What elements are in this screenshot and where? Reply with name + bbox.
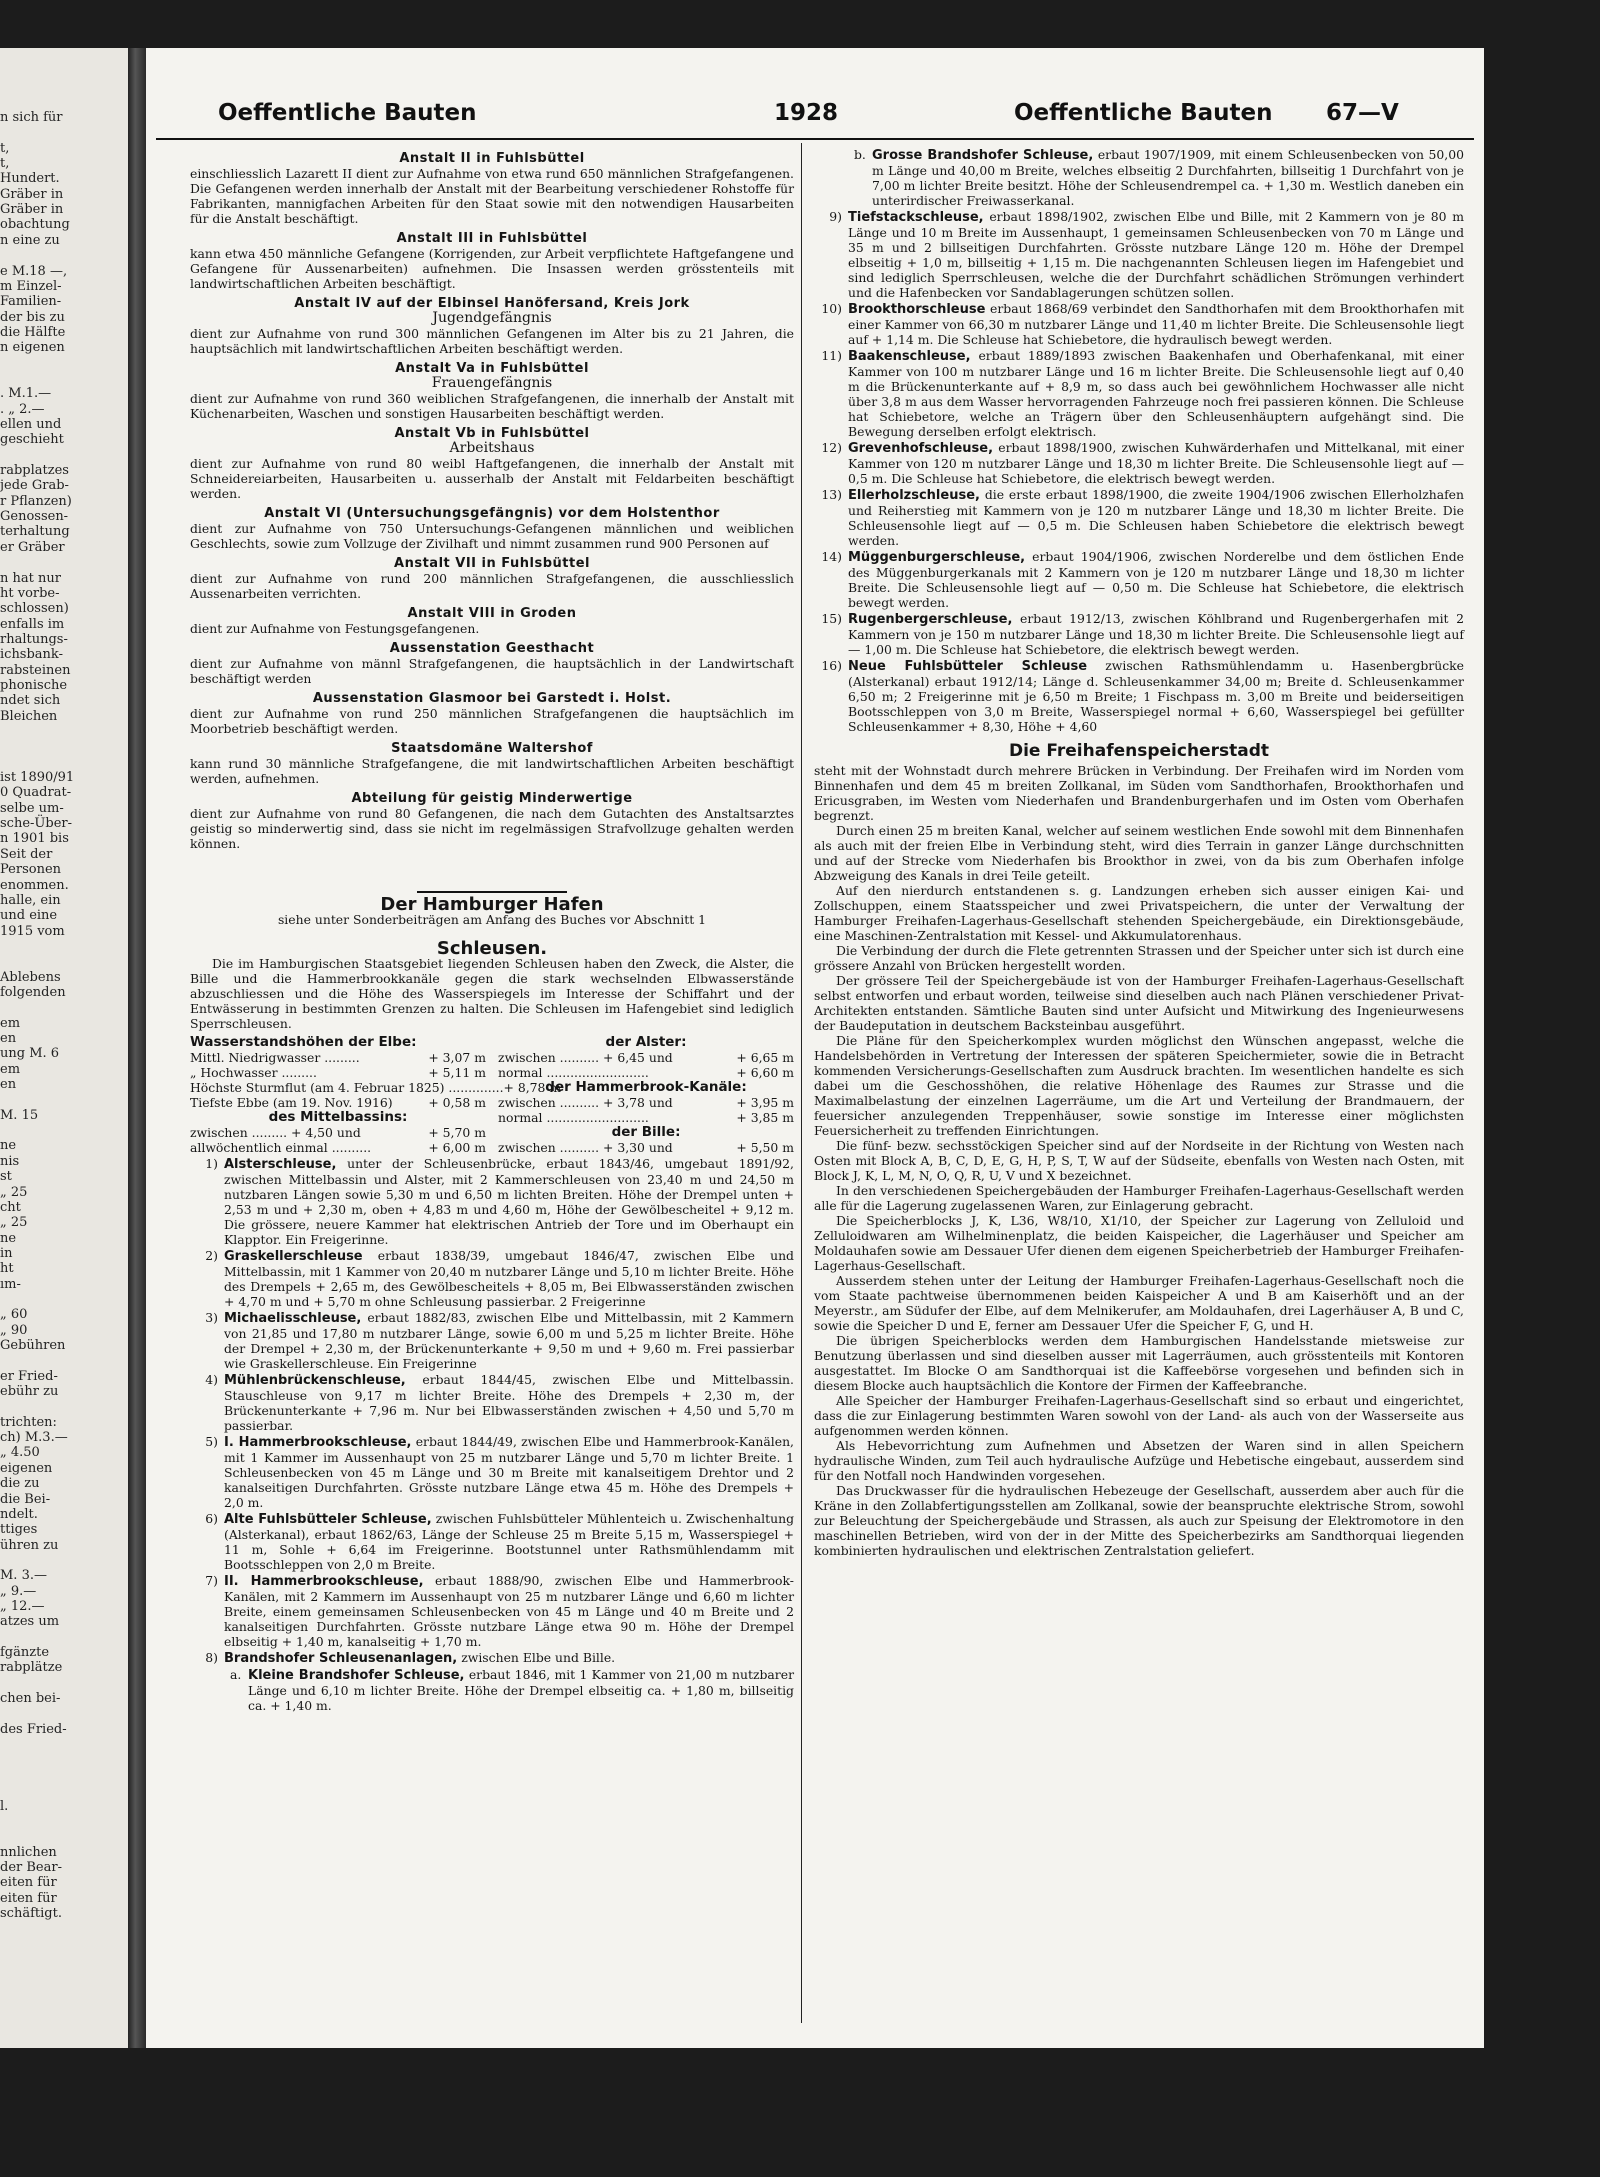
- freihafen-paragraph: In den verschiedenen Speichergebäuden der Hamburger Freihafen-Lagerhaus-Gesellschaft werden alle für die Lagerung zugelassenen Waren, zur Einlagerung gebracht.: [814, 1183, 1464, 1213]
- lock-name: Rugenbergerschleuse,: [848, 612, 1013, 627]
- lock-name: Alte Fuhlsbütteler Schleuse,: [224, 1512, 432, 1527]
- water-level-value: + 0,58 m: [428, 1095, 486, 1110]
- institution-name: Staatsdomäne Waltershof: [391, 741, 593, 756]
- facing-page-line: er Gräber: [0, 539, 65, 555]
- institution-name: Anstalt VIII in Groden: [407, 606, 577, 621]
- water-level-row: [190, 1050, 486, 1065]
- facing-page-line: „ 25: [0, 1184, 28, 1200]
- facing-page-line: 1915 vom: [0, 923, 65, 939]
- lock-name: Grevenhofschleuse,: [848, 441, 994, 456]
- facing-page-line: n hat nur: [0, 570, 61, 586]
- lock-8a-text: erbaut 1846, mit 1 Kammer von 21,00 m nutzbarer Länge und 6,10 m lichter Breite. Höhe der Drempel elbseitig ca. + 1,80 m, billseitig ca. + 1,40 m.: [248, 1667, 794, 1713]
- facing-page-line: trichten:: [0, 1414, 57, 1430]
- facing-page-line: ebühr zu: [0, 1384, 59, 1400]
- water-level-label: normal ..........................: [498, 1065, 649, 1080]
- section-rule: [417, 891, 567, 893]
- facing-page-line: m Einzel-: [0, 278, 62, 294]
- lock-description: [848, 209, 1464, 300]
- facing-page-line: „ 25: [0, 1215, 28, 1231]
- facing-page-line: n eine zu: [0, 232, 60, 248]
- facing-page-line: „ 12.—: [0, 1598, 45, 1614]
- water-level-value: + 8,78 m: [503, 1080, 562, 1095]
- lock-text: erbaut 1868/69 verbindet den Sandthorhafen mit dem Brookthorhafen mit einer Kammer von 66,30 m nutzbarer Länge und 11,40 m lichter Breite. Die Schleusensohle liegt auf + 1,14 m. Die Schleuse hat Schiebetore, die hydraulisch bewegt werden.: [848, 301, 1464, 347]
- lock-text: zwischen Rathsmühlendamm u. Hasenbergbrücke (Alsterkanal) erbaut 1912/14; Länge d. Schleusenkammer 34,00 m; Breite d. Schleusenkammer 6,50 m; 2 Freigerinne mit je 6,50 m Breite; 1 Fischpass m. 3,00 m Breite und beiderseitigen Bootsschleppen von 3,0 m Breite, Wasserspiegel normal + 6,60, Wasserspiegel bei gefüllter Schleusenkammer + 8,30, Höhe + 4,60: [848, 658, 1464, 734]
- water-level-label: Mittl. Niedrigwasser .........: [190, 1050, 360, 1065]
- institution-text: dient zur Aufnahme von rund 300 männlichen Gefangenen im Alter bis zu 21 Jahren, die hauptsächlich mit landwirtschaftlichen Arbeiten beschäftigt werden.: [190, 326, 794, 356]
- lock-item: [814, 440, 1464, 486]
- lock-number: 13): [821, 487, 842, 502]
- water-level-row: [190, 1095, 486, 1110]
- facing-page-line: schlossen): [0, 601, 69, 617]
- institution-name: Anstalt Vb in Fuhlsbüttel: [394, 426, 590, 441]
- facing-page-line: ım-: [0, 1276, 21, 1292]
- facing-page-line: der bis zu: [0, 309, 65, 325]
- facing-page-line: folgenden: [0, 984, 66, 1000]
- freihafen-paragraph: Die übrigen Speicherblocks werden dem Hamburgischen Handelsstande mietsweise zur Benutzung überlassen und sind dieselben ausser mit Lagerräumen, auch grösstenteils mit Kontoren ausgestattet. Im Blocke O am Sandthorquai ist die Kaffeebörse vorgesehen und befinden sich in diesem Blocke auch hauptsächlich die Kontore der Firmen der Kaffeebranche.: [814, 1333, 1464, 1393]
- hammerbrook-rows: [498, 1095, 794, 1125]
- lock-item: [190, 1372, 794, 1433]
- water-level-value: + 3,85 m: [736, 1110, 794, 1125]
- freihafen-paragraph: Die Speicherblocks J, K, L36, W8/10, X1/10, der Speicher zur Lagerung von Zelluloid und Zelluloidwaren am Wilhelminenplatz, die beiden Kaispeicher, die Lagerhäuser und Speicher am Moldauhafen sowie am Dessauer Ufer dienen dem eigenen Speicherbetrieb der Hamburger Freihafen-Lagerhaus-Gesellschaft.: [814, 1213, 1464, 1273]
- facing-page-line: ung M. 6: [0, 1046, 60, 1062]
- lock-description: [224, 1372, 794, 1433]
- facing-page-line: Personen: [0, 862, 62, 878]
- water-level-right: [498, 1035, 794, 1155]
- facing-page-line: enfalls im: [0, 616, 65, 632]
- lock-text: erbaut 1904/1906, zwischen Norderelbe und dem östlichen Ende des Müggenburgerkanals mit 2 Kammern von je 120 m nutzbarer Länge und 18,30 m lichter Breite. Die Schleusensohle liegt auf — 0,50 m. Die Schleuse hat Schiebetore, die elektrisch bewegt werden.: [848, 549, 1464, 610]
- lock-name: Mühlenbrückenschleuse,: [224, 1373, 406, 1388]
- institution-text: dient zur Aufnahme von rund 360 weiblichen Strafgefangenen, die innerhalb der Anstalt mit Küchenarbeiten, Waschen und sonstigen Hausarbeiten beschäftigt werden.: [190, 391, 794, 421]
- hafen-title: Der Hamburger Hafen: [380, 894, 604, 915]
- facing-page-line: n 1901 bis: [0, 831, 69, 847]
- facing-page-line: r Pflanzen): [0, 493, 72, 509]
- lock-item: [190, 1650, 794, 1666]
- facing-page-line: schäftigt.: [0, 1905, 62, 1921]
- water-level-value: + 5,70 m: [428, 1125, 486, 1140]
- lock-name: Müggenburgerschleuse,: [848, 550, 1026, 565]
- facing-page-line: . M.1.—: [0, 386, 52, 402]
- facing-page-line: chen bei-: [0, 1691, 61, 1707]
- lock-description: [224, 1156, 794, 1247]
- facing-page-line: Familien-: [0, 294, 62, 310]
- water-level-value: + 5,11 m: [428, 1065, 486, 1080]
- lock-text: erbaut 1898/1900, zwischen Kuhwärderhafen und Mittelkanal, mit einer Kammer von 120 m nutzbarer Länge und 18,30 m lichter Breite. Die Schleusensohle liegt auf — 0,5 m. Die Schleuse hat Schiebetore, die elektrisch bewegt werden.: [848, 440, 1464, 486]
- facing-page-line: ndelt.: [0, 1506, 38, 1522]
- water-level-row: [190, 1125, 486, 1140]
- facing-page-line: Bleichen: [0, 708, 58, 724]
- institution-name: Aussenstation Glasmoor bei Garstedt i. Holst.: [312, 691, 672, 706]
- institution-name: Abteilung für geistig Minderwertige: [351, 791, 633, 806]
- lock-list-right: [814, 209, 1464, 734]
- water-level-row: [498, 1095, 794, 1110]
- facing-page-line: „ 90: [0, 1322, 28, 1338]
- lock-description: [848, 301, 1464, 347]
- lock-number: 12): [821, 440, 842, 455]
- lock-number: 9): [829, 209, 842, 224]
- institution-text: kann etwa 450 männliche Gefangene (Korrigenden, zur Arbeit verpflichtete Haftgefangene und Gefangene für Aussenarbeiten) aufnehmen. Die Insassen werden grösstenteils mit landwirtschaftlichen Arbeiten beschäftigt.: [190, 246, 794, 291]
- lock-item: [814, 301, 1464, 347]
- lock-8b-text: erbaut 1907/1909, mit einem Schleusenbecken von 50,00 m Länge und 40,00 m Breite, welches elbseitig 2 Durchfahrten, billseitig 1 Durchfahrt von je 7,00 m lichter Breite besitzt. Höhe der Schleusendrempel ca. + 1,30 m. Westlich daneben ein unterirdischer Freiwasserkanal.: [872, 147, 1464, 208]
- institution-subtitle: Jugendgefängnis: [432, 310, 552, 326]
- facing-page-line: und eine: [0, 908, 58, 924]
- lock-number: 5): [205, 1434, 218, 1449]
- freihafen-paragraph: Als Hebevorrichtung zum Aufnehmen und Absetzen der Waren sind in allen Speichern hydraulische Winden, zum Teil auch hydraulische Aufzüge und Hebetische eingebaut, ausserdem sind für den Notfall noch Handwinden vorgesehen.: [814, 1438, 1464, 1483]
- facing-page-line: ellen und: [0, 417, 62, 432]
- facing-page-line: selbe um-: [0, 800, 64, 816]
- lock-item: [814, 658, 1464, 734]
- facing-page-line: en: [0, 1031, 17, 1046]
- column-rule: [801, 143, 802, 2023]
- facing-page-line: ht: [0, 1261, 14, 1277]
- facing-page-line: geschieht: [0, 432, 64, 448]
- water-level-label: zwischen .......... + 3,78 und: [498, 1095, 673, 1110]
- header-rule: [156, 138, 1474, 140]
- facing-page-line: des Fried-: [0, 1721, 67, 1737]
- lock-name: Brandshofer Schleusenanlagen,: [224, 1651, 458, 1666]
- facing-page-line: die zu: [0, 1476, 40, 1492]
- facing-page-line: en: [0, 1077, 17, 1093]
- facing-page-line: er Fried-: [0, 1368, 58, 1384]
- freihafen-title: Die Freihafenspeicherstadt: [1008, 741, 1269, 761]
- facing-page-line: Gräber in: [0, 186, 64, 202]
- lock-list-left: [190, 1156, 794, 1666]
- water-level-row: [190, 1080, 562, 1095]
- freihafen-paragraph: Alle Speicher der Hamburger Freihafen-Lagerhaus-Gesellschaft sind so erbaut und eingerichtet, dass die zur Einlagerung bestimmten Waren sowohl von der Land- als auch von der Wasserseite aus aufgenommen werden können.: [814, 1393, 1464, 1438]
- facing-page-line: Genossen-: [0, 509, 69, 525]
- lock-number: 3): [205, 1310, 218, 1325]
- facing-page-line: n eigenen: [0, 340, 65, 356]
- lock-item: [190, 1434, 794, 1510]
- facing-page-line: atzes um: [0, 1614, 60, 1630]
- right-column: [814, 146, 1464, 1558]
- mittel-heading: des Mittelbassins:: [268, 1109, 408, 1125]
- facing-page-line: jede Grab-: [0, 478, 69, 494]
- facing-page-line: . „ 2.—: [0, 401, 45, 417]
- lock-name: Michaelisschleuse,: [224, 1311, 362, 1326]
- freihafen-paragraph: Der grössere Teil der Speichergebäude ist von der Hamburger Freihafen-Lagerhaus-Gesellschaft selbst entworfen und erbaut worden, teilweise sind dieselben auch nach Plänen verschiedener Privat-Architekten entstanden. Sämtliche Bauten sind unter Aufsicht und Mitwirkung des Ingenieurwesens der Baudeputation in deutschem Backsteinbau ausgeführt.: [814, 973, 1464, 1033]
- facing-page-line: halle, ein: [0, 892, 61, 908]
- facing-page-line: ichsbank-: [0, 647, 63, 663]
- lock-text: erbaut 1889/1893 zwischen Baakenhafen und Oberhafenkanal, mit einer Kammer von 100 m nutzbarer Länge und 16 m lichter Breite. Die Schleusensohle liegt auf 0,40 m die Brückenunterkante auf + 8,9 m, so dass auch bei gewöhnlichem Hochwasser alle nicht über 3,8 m aus dem Wasser hervorragenden Fahrzeuge noch frei passieren können. Die Schleuse hat Schiebetore, welche an Trägern über den Schleusenhäuptern aufgehängt sind. Die Bewegung derselben erfolgt elektrisch.: [848, 348, 1464, 439]
- facing-page-line: Ablebens: [0, 969, 61, 985]
- institution-text: dient zur Aufnahme von Festungsgefangenen.: [190, 621, 480, 636]
- water-level-label: Tiefste Ebbe (am 19. Nov. 1916): [190, 1095, 393, 1110]
- lock-8a-label: a.: [230, 1667, 242, 1682]
- water-level-value: + 6,60 m: [736, 1065, 794, 1080]
- facing-page-line: st: [0, 1169, 12, 1185]
- lock-item: [814, 549, 1464, 610]
- lock-item: [814, 209, 1464, 300]
- lock-description: [848, 440, 1464, 486]
- lock-item: [190, 1511, 794, 1572]
- lock-name: Alsterschleuse,: [224, 1157, 337, 1172]
- facing-page-line: ist 1890/91: [0, 770, 75, 786]
- facing-page-line: ühren zu: [0, 1537, 59, 1553]
- lock-number: 16): [821, 658, 842, 673]
- lock-number: 10): [821, 301, 842, 316]
- facing-page-line: 0 Quadrat-: [0, 785, 72, 801]
- lock-item: [190, 1573, 794, 1649]
- elbe-rows: [190, 1050, 562, 1110]
- institution-name: Anstalt Va in Fuhlsbüttel: [395, 361, 589, 376]
- water-level-value: + 6,00 m: [428, 1140, 486, 1155]
- institution-text: dient zur Aufnahme von rund 80 Gefangenen, die nach dem Gutachten des Anstaltsarztes geistig so minderwertig sind, dass sie nicht im regelmässigen Strafvollzuge gehalten werden können.: [190, 806, 794, 851]
- facing-page-line: Seit der: [0, 846, 53, 862]
- lock-text: erbaut 1844/49, zwischen Elbe und Hammerbrook-Kanälen, mit 1 Kammer im Aussenhaupt von 25 m nutzbarer Länge und 5,70 m lichter Breite. 1 Schleusenbecken von 45 m Länge und 30 m Breite mit kanalseitigem Drehtor und 2 kanalseitigen Durchfahrten. Grösste nutzbare Länge etwa 45 m. Höhe des Drempels + 2,0 m.: [224, 1434, 794, 1510]
- lock-text: unter der Schleusenbrücke, erbaut 1843/46, umgebaut 1891/92, zwischen Mittelbassin und Alster, mit 2 Kammerschleusen von 23,40 m und 24,50 m nutzbaren Längen sowie 5,30 m und 6,50 m lichten Breiten. Höhe der Drempel unten + 2,53 m und + 2,30 m, oben + 4,83 m und 4,60 m, Höhe der Gewölbescheitel + 9,12 m. Die grössere, neuere Kammer hat elektrischen Antrieb der Tore und im Oberhaupt ein Klapptor. Ein Freigerinne.: [224, 1156, 794, 1247]
- water-level-value: + 5,50 m: [736, 1140, 794, 1155]
- lock-number: 8): [205, 1650, 218, 1665]
- lock-description: [848, 348, 1464, 439]
- mittel-rows: [190, 1125, 486, 1155]
- facing-page-line: nnlichen: [0, 1844, 57, 1860]
- facing-page-line: „ 9.—: [0, 1583, 37, 1599]
- facing-page-line: ne: [0, 1138, 17, 1154]
- water-level-row: [190, 1065, 486, 1080]
- lock-number: 7): [205, 1573, 218, 1588]
- facing-page-line: cht: [0, 1199, 21, 1215]
- facing-page-line: eiten für: [0, 1875, 57, 1891]
- lock-description: [224, 1248, 794, 1309]
- water-level-label: allwöchentlich einmal ..........: [190, 1140, 372, 1155]
- institution-text: kann rund 30 männliche Strafgefangene, die mit landwirtschaftlichen Arbeiten beschäftigt werden, aufnehmen.: [190, 756, 794, 786]
- water-level-value: + 3,95 m: [736, 1095, 794, 1110]
- facing-page-line: em: [0, 1015, 21, 1031]
- lock-item: [190, 1310, 794, 1371]
- facing-page-line: fgänzte: [0, 1645, 50, 1660]
- header-right-title: Oeffentliche Bauten: [1014, 100, 1273, 126]
- header-left-title: Oeffentliche Bauten: [218, 100, 477, 126]
- institution-text: dient zur Aufnahme von rund 250 männlichen Strafgefangenen die hauptsächlich im Moorbetrieb beschäftigt werden.: [190, 706, 794, 736]
- institution-subtitle: Frauengefängnis: [431, 375, 553, 391]
- facing-page-line: t,: [0, 140, 10, 156]
- lock-item: [814, 348, 1464, 439]
- document-page: [146, 48, 1484, 2048]
- lock-number: 2): [205, 1248, 218, 1263]
- institution-text: dient zur Aufnahme von männl Strafgefangenen, die hauptsächlich in der Landwirtschaft beschäftigt werden: [190, 656, 794, 686]
- institution-list: [190, 151, 794, 851]
- hafen-subtitle: siehe unter Sonderbeiträgen am Anfang des Buches vor Abschnitt 1: [277, 912, 707, 927]
- facing-page-line: ch) M.3.—: [0, 1430, 68, 1446]
- freihafen-paragraph: Durch einen 25 m breiten Kanal, welcher auf seinem westlichen Ende sowohl mit dem Binnenhafen als auch mit der freien Elbe in Verbindung steht, wird dies Terrain in ganzer Länge durchschnitten und auf der Strecke vom Niederhafen bis Brookthor in zwei, von da bis zum Oberhafen infolge Abzweigung des Kanals in drei Teile geteilt.: [814, 823, 1464, 883]
- lock-text: erbaut 1912/13, zwischen Köhlbrand und Rugenbergerhafen mit 2 Kammern von je 150 m nutzbarer Länge und 18,30 m lichter Breite. Die Schleusensohle liegt auf — 1,00 m. Die Schleuse hat Schiebetore, die elektrisch bewegt werden.: [848, 611, 1464, 657]
- facing-page-line: n sich für: [0, 110, 63, 125]
- facing-page-line: eiten für: [0, 1890, 57, 1906]
- lock-description: [224, 1434, 794, 1510]
- facing-page-line: M. 15: [0, 1107, 39, 1123]
- water-level-row: [498, 1065, 794, 1080]
- facing-page-line: terhaltung: [0, 524, 70, 540]
- water-level-table: [190, 1035, 794, 1155]
- institution-text: dient zur Aufnahme von rund 80 weibl Haftgefangenen, die innerhalb der Anstalt mit Schneidereiarbeiten, Hausarbeiten u. ausserhalb der Anstalt mit Feldarbeiten beschäftigt werden.: [190, 456, 794, 501]
- lock-item: [190, 1248, 794, 1309]
- facing-page-line: ne: [0, 1230, 17, 1246]
- facing-page-line: „ 60: [0, 1307, 28, 1323]
- facing-page-line: rhaltungs-: [0, 631, 68, 647]
- lock-number: 11): [821, 348, 842, 363]
- freihafen-text: [814, 763, 1464, 1558]
- institution-text: dient zur Aufnahme von rund 200 männlichen Strafgefangenen, die ausschliesslich Aussenarbeiten verrichten.: [190, 571, 794, 601]
- lock-number: 15): [821, 611, 842, 626]
- lock-text: erbaut 1882/83, zwischen Elbe und Mittelbassin, mit 2 Kammern von 21,85 und 17,80 m nutzbarer Länge, sowie 6,00 m und 5,25 m lichter Breite. Höhe der Drempel + 2,30 m, der Brückenunterkante + 9,50 m und + 9,60 m. Frei passierbar wie Graskellerschleuse. Ein Freigerinne: [224, 1310, 794, 1371]
- book-gutter: [128, 48, 146, 2048]
- lock-item-8a: [190, 1667, 794, 1713]
- lock-8b-name: Grosse Brandshofer Schleuse,: [872, 148, 1094, 163]
- schleusen-title: Schleusen.: [436, 938, 548, 959]
- institution-text: einschliesslich Lazarett II dient zur Aufnahme von etwa rund 650 männlichen Strafgefangenen. Die Gefangenen werden innerhalb der Anstalt mit der Bearbeitung verschiedener Rohstoffe für Fabrikanten, mannigfachen Arbeiten für den Staat sowie mit den notwendigen Hausarbeiten für die Anstalt beschäftigt.: [190, 166, 794, 226]
- facing-page-line: die Bei-: [0, 1491, 51, 1507]
- adjacent-page-edge: [0, 48, 128, 2048]
- water-level-label: zwischen ......... + 4,50 und: [190, 1125, 361, 1140]
- lock-text: erbaut 1838/39, umgebaut 1846/47, zwischen Elbe und Mittelbassin, mit 1 Kammer von 20,40 m nutzbarer Länge und 5,10 m lichter Breite. Höhe des Drempels + 2,65 m, des Gewölbescheitels + 8,05 m, Bei Elbwasserständen zwischen + 4,70 m und + 5,70 m ohne Schleusung passierbar. 2 Freigerinne: [224, 1248, 794, 1309]
- page-number: 67—V: [1326, 100, 1399, 126]
- lock-number: 6): [205, 1511, 218, 1526]
- lock-text: die erste erbaut 1898/1900, die zweite 1904/1906 zwischen Ellerholzhafen und Reiherstieg mit Kammern von je 120 m nutzbarer Länge und 18,30 m lichter Breite. Die Schleusensohle liegt auf — 0,5 m. Die Schleusen haben Schiebetore die elektrisch bewegt werden.: [848, 487, 1464, 548]
- lock-name: Tiefstackschleuse,: [848, 210, 984, 225]
- facing-page-line: obachtung: [0, 217, 70, 233]
- facing-page-line: e M.18 —,: [0, 263, 68, 279]
- institution-name: Anstalt IV auf der Elbinsel Hanöfersand, Kreis Jork: [294, 296, 690, 311]
- facing-page-line: rabsteinen: [0, 662, 71, 678]
- facing-page-line: rabplatzes: [0, 463, 69, 479]
- lock-text: zwischen Elbe und Bille.: [461, 1650, 616, 1665]
- lock-description: [848, 611, 1464, 657]
- facing-page-line: „ 4.50: [0, 1445, 40, 1461]
- lock-description: [224, 1511, 794, 1572]
- lock-item-8b: [814, 147, 1464, 208]
- lock-number: 14): [821, 549, 842, 564]
- lock-name: I. Hammerbrookschleuse,: [224, 1435, 412, 1450]
- facing-page-line: nis: [0, 1153, 20, 1169]
- lock-text: erbaut 1888/90, zwischen Elbe und Hammerbrook-Kanälen, mit 2 Kammern im Aussenhaupt von 25 m nutzbarer Länge und 6,60 m lichter Breite, einem gemeinsamen Schleusenbecken von 45 m Länge und 40 m Breite und 2 kanalseitigen Durchfahrten. Grösste nutzbare Länge etwa 90 m. Höhe der Drempel elbseitig + 1,40 m, kanalseitig + 1,70 m.: [224, 1573, 794, 1649]
- alster-rows: [498, 1050, 794, 1080]
- water-level-row: [190, 1140, 486, 1155]
- facing-page-line: Gräber in: [0, 202, 64, 218]
- freihafen-paragraph: Die Pläne für den Speicherkomplex wurden möglichst den Wünschen angepasst, welche die Handelsbehörden in Vertretung der Interessen der späteren Speichermieter, sowie die in Betracht kommenden Versicherungs-Gesellschaften zum Ausdruck brachten. Im wesentlichen handelte es sich dabei um die Geschosshöhen, die relative Höhenlage des Raumes zur Strasse und die Maximalbelastung der einzelnen Lagerräume, um die Art und Verteilung der Brandmauern, der feuersicher anzulegenden Treppenhäuser, sowie sonstige im Interesse einer möglichsten Feuersicherheit zu treffenden Einrichtungen.: [814, 1033, 1464, 1138]
- facing-page-line: ttiges: [0, 1522, 38, 1538]
- lock-text: zwischen Fuhlsbütteler Mühlenteich u. Zwischenhaltung (Alsterkanal), erbaut 1862/63, Länge der Schleuse 25 m Breite 5,15 m, Wasserspiegel + 11 m, Sohle + 6,64 im Freigerinne. Bootstunnel unter Rathsmühlendamm mit Bootsschleppen von 2,0 m Breite.: [224, 1511, 794, 1572]
- lock-name: II. Hammerbrookschleuse,: [224, 1574, 424, 1589]
- lock-name: Ellerholzschleuse,: [848, 488, 980, 503]
- bille-rows: [498, 1140, 794, 1155]
- facing-page-line: l.: [0, 1798, 9, 1814]
- facing-page-line: t,: [0, 156, 10, 172]
- lock-description: [224, 1310, 794, 1371]
- facing-page-line: Hundert.: [0, 171, 60, 187]
- lock-description: [224, 1573, 794, 1649]
- facing-page-line: enommen.: [0, 877, 69, 893]
- freihafen-paragraph: Ausserdem stehen unter der Leitung der Hamburger Freihafen-Lagerhaus-Gesellschaft noch die vom Staate pachtweise übernommenen beiden Kaispeicher A und B am Kaiserhöft und an der Meyerstr., am Südufer der Elbe, auf dem Melnikerufer, am Moldauhafen, drei Lagerhäuser A, B und C, sowie die Speicher D und E, ferner am Dessauer Ufer die Speicher F, G, und H.: [814, 1273, 1464, 1333]
- facing-page-line: sche-Über-: [0, 816, 72, 832]
- lock-item: [190, 1156, 794, 1247]
- lock-name: Brookthorschleuse: [848, 302, 986, 317]
- institution-text: dient zur Aufnahme von 750 Untersuchungs-Gefangenen männlichen und weiblichen Geschlechts, sowie zum Vollzuge der Zivilhaft und nimmt zusammen rund 900 Personen auf: [190, 521, 794, 551]
- lock-text: erbaut 1844/45, zwischen Elbe und Mittelbassin. Stauschleuse von 9,17 m lichter Breite. Höhe des Drempels + 2,30 m, der Brückenunterkante + 7,96 m. Nur bei Elbwasserständen zwischen + 4,50 und 5,70 m passierbar.: [224, 1372, 794, 1433]
- facing-page-line: phonische: [0, 677, 68, 693]
- water-level-row: [498, 1050, 794, 1065]
- water-level-row: [498, 1140, 794, 1155]
- water-level-left: [190, 1034, 562, 1155]
- facing-page-line: eigenen: [0, 1460, 53, 1476]
- institution-name: Anstalt II in Fuhlsbüttel: [399, 151, 585, 166]
- freihafen-paragraph: Das Druckwasser für die hydraulischen Hebezeuge der Gesellschaft, ausserdem aber auch für die Kräne in den Zollabfertigungsstellen am Zollkanal, sowie der beanspruchte elektrische Strom, sowohl zur Beleuchtung der Speichergebäude und Strassen, als auch zur Speisung der Elektromotore in den maschinellen Betrieben, wird von der in der Mitte des Speicherbezirks am Sandthorquai liegenden kombinierten hydraulischen und elektrischen Zentralstation geliefert.: [814, 1483, 1464, 1558]
- hammerbrook-heading: der Hammerbrook-Kanäle:: [545, 1079, 747, 1095]
- elbe-heading: Wasserstandshöhen der Elbe:: [190, 1034, 417, 1050]
- facing-page-line: der Bear-: [0, 1859, 62, 1875]
- water-level-row: [498, 1110, 794, 1125]
- facing-page-line: die Hälfte: [0, 324, 66, 340]
- freihafen-paragraph: Die fünf- bezw. sechsstöckigen Speicher sind auf der Nordseite in der Richtung von Westen nach Osten mit Block A, B, C, D, E, G, H, P, S, T, W auf der Südseite, ebenfalls von Westen nach Osten, mit Block J, K, L, M, N, O, Q, R, U, V und X bezeichnet.: [814, 1138, 1464, 1183]
- facing-page-line: Gebühren: [0, 1338, 66, 1353]
- facing-page-line: rabplätze: [0, 1660, 63, 1676]
- lock-description: [848, 487, 1464, 548]
- header-year: 1928: [774, 100, 839, 126]
- freihafen-paragraph: steht mit der Wohnstadt durch mehrere Brücken in Verbindung. Der Freihafen wird im Norden vom Binnenhafen und dem 45 m breiten Zollkanal, im Süden vom Sandthorhafen, Brookthorhafen und Ericusgraben, im Westen vom Niederhafen und Brandenburgerhafen und im Osten vom Oberhafen begrenzt.: [814, 763, 1464, 823]
- lock-text: erbaut 1898/1902, zwischen Elbe und Bille, mit 2 Kammern von je 80 m Länge und 10 m Breite im Aussenhaupt, 1 gemeinsamen Schleusenbecken von 70 m Länge und 35 m und 2 billseitigen Durchfahrten. Grösste nutzbare Länge 120 m. Höhe der Drempel elbseitig + 1,0 m, billseitig + 1,15 m. Die nachgenannten Schleusen liegen im Hafengebiet und sind lediglich Sperrschleusen, welche die der Durchfahrt schädlichen Strömungen verhindert und die Hafenbecken vor Sandablagerungen schützen sollen.: [848, 209, 1464, 300]
- lock-name: Baakenschleuse,: [848, 349, 971, 364]
- freihafen-paragraph: Die Verbindung der durch die Flete getrennten Strassen und der Speicher unter sich ist durch eine grössere Anzahl von Brücken hergestellt worden.: [814, 943, 1464, 973]
- water-level-value: + 6,65 m: [736, 1050, 794, 1065]
- left-column: [190, 146, 794, 1713]
- institution-name: Anstalt VII in Fuhlsbüttel: [394, 556, 590, 571]
- water-level-label: Höchste Sturmflut (am 4. Februar 1825) ..............: [190, 1080, 504, 1095]
- lock-description: [848, 549, 1464, 610]
- institution-subtitle: Arbeitshaus: [449, 440, 535, 456]
- alster-heading: der Alster:: [605, 1034, 687, 1050]
- facing-page-line: in: [0, 1245, 13, 1261]
- freihafen-paragraph: Auf den nierdurch entstandenen s. g. Landzungen erheben sich ausser einigen Kai- und Zollschuppen, einem Staatsspeicher und zwei Privatspeichern, die unter der Verwaltung der Hamburger Freihafen-Lagerhaus-Gesellschaft stehenden Speichergebäude, ein Direktionsgebäude, eine Maschinen-Zentralstation mit Kessel- und Akkumulatorenhaus.: [814, 883, 1464, 943]
- lock-description: [848, 658, 1464, 734]
- water-level-label: zwischen .......... + 3,30 und: [498, 1140, 673, 1155]
- water-level-value: + 3,07 m: [428, 1050, 486, 1065]
- institution-name: Aussenstation Geesthacht: [389, 641, 595, 656]
- facing-page-line: ht vorbe-: [0, 585, 60, 601]
- schleusen-intro: Die im Hamburgischen Staatsgebiet liegenden Schleusen haben den Zweck, die Alster, die Bille und die Hammerbrookkanäle gegen die stark wechselnden Elbwasserstände abzuschliessen und die Höhe des Wasserspiegels im Interesse der Schiffahrt und der Entwässerung in bestimmten Grenzen zu halten. Die Schleusen im Hafengebiet sind lediglich Sperrschleusen.: [190, 956, 794, 1031]
- lock-8b-label: b.: [854, 147, 866, 162]
- bille-heading: der Bille:: [611, 1124, 681, 1140]
- lock-number: 1): [205, 1156, 218, 1171]
- institution-name: Anstalt III in Fuhlsbüttel: [396, 231, 588, 246]
- lock-8a-name: Kleine Brandshofer Schleuse,: [248, 1668, 465, 1683]
- lock-name: Graskellerschleuse: [224, 1249, 363, 1264]
- lock-description: [224, 1650, 794, 1666]
- lock-item: [814, 611, 1464, 657]
- water-level-label: normal ..........................: [498, 1110, 649, 1125]
- water-level-label: „ Hochwasser .........: [190, 1065, 317, 1080]
- lock-item: [814, 487, 1464, 548]
- institution-name: Anstalt VI (Untersuchungsgefängnis) vor dem Holstenthor: [264, 506, 720, 521]
- facing-page-line: M. 3.—: [0, 1568, 47, 1584]
- facing-page-line: em: [0, 1061, 21, 1077]
- facing-page-line: ndet sich: [0, 693, 61, 709]
- lock-number: 4): [205, 1372, 218, 1387]
- lock-name: Neue Fuhlsbütteler Schleuse: [848, 659, 1088, 674]
- water-level-label: zwischen .......... + 6,45 und: [498, 1050, 673, 1065]
